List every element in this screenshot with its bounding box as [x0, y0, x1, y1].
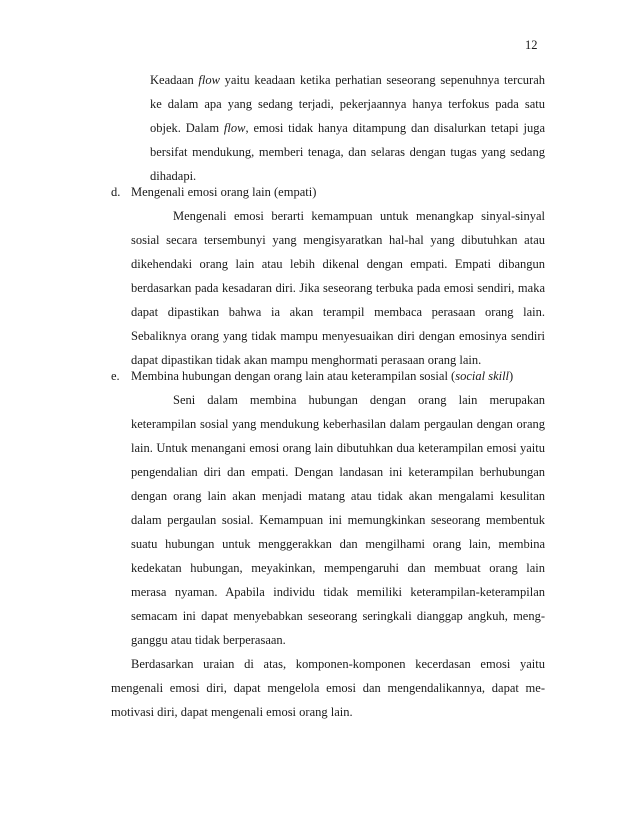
section-d-line: dapat dipastikan tidak akan mampu menghormati perasaan orang lain. — [131, 353, 482, 367]
section-d-line: sosial secara tersembunyi yang mengisyaratkan hal-hal yang dibutuhkan atau — [131, 233, 545, 247]
section-d-line: dapat dipastikan bahwa ia akan terampil membaca perasaan orang lain. — [131, 305, 545, 319]
section-e-line: keterampilan sosial yang mendukung keberhasilan dalam pergaulan dengan orang — [131, 417, 545, 431]
section-e-line: dalam pergaulan sosial. Kemampuan ini memungkinkan seseorang membentuk — [131, 513, 545, 527]
section-e-line: dengan orang lain akan menjadi matang atau tidak akan mengalami kesulitan — [131, 489, 545, 503]
section-e-line: merasa nyaman. Apabila individu tidak memiliki keterampilan-keterampilan — [131, 585, 545, 599]
section-d-marker: d. — [111, 185, 121, 199]
flow-term: flow — [198, 73, 220, 87]
flow-paragraph-line-3: objek. Dalam flow, emosi tidak hanya ditampung dan disalurkan tetapi juga — [150, 121, 545, 135]
section-e-line: kedekatan hubungan, meyakinkan, mempengaruhi dan membuat orang lain — [131, 561, 545, 575]
section-d-heading: Mengenali emosi orang lain (empati) — [131, 185, 317, 199]
section-e-line: pengendalian diri dan empati. Dengan landasan ini keterampilan berhubungan — [131, 465, 545, 479]
conclusion-line: Berdasarkan uraian di atas, komponen-komponen kecerdasan emosi yaitu — [131, 657, 545, 671]
page-number: 12 — [525, 38, 538, 52]
section-e-line: lain. Untuk menangani emosi orang lain dibutuhkan dua keterampilan emosi yaitu — [131, 441, 545, 455]
social-skill-term: social skill — [455, 369, 510, 383]
section-d-line: berdasarkan pada kesadaran diri. Jika seseorang terbuka pada emosi sendiri, maka — [131, 281, 545, 295]
section-d-line: Sebaliknya orang yang tidak mampu menyesuaikan diri dengan emosinya sendiri — [131, 329, 545, 343]
flow-term: flow — [223, 121, 246, 135]
section-e-heading: Membina hubungan dengan orang lain atau keterampilan sosial (social skill) — [131, 369, 514, 383]
section-d-line: dikehendaki orang lain atau lebih dikenal dengan empati. Empati dibangun — [131, 257, 545, 271]
flow-paragraph-line-4: bersifat mendukung, memberi tenaga, dan selaras dengan tugas yang sedang — [150, 145, 545, 159]
conclusion-line: mengenali emosi diri, dapat mengelola emosi dan mengendalikannya, dapat me- — [111, 681, 545, 695]
section-d-line: Mengenali emosi berarti kemampuan untuk menangkap sinyal-sinyal — [173, 209, 545, 223]
section-e-marker: e. — [111, 369, 120, 383]
flow-paragraph-line-5: dihadapi. — [150, 169, 197, 183]
conclusion-line: motivasi diri, dapat mengenali emosi orang lain. — [111, 705, 353, 719]
flow-paragraph-line-1: Keadaan flow yaitu keadaan ketika perhatian seseorang sepenuhnya tercurah — [150, 73, 545, 87]
flow-paragraph-line-2: ke dalam apa yang sedang terjadi, pekerjaannya hanya terfokus pada satu — [150, 97, 545, 111]
section-e-line: Seni dalam membina hubungan dengan orang lain merupakan — [173, 393, 545, 407]
section-e-line: suatu hubungan untuk menggerakkan dan mengilhami orang lain, membina — [131, 537, 545, 551]
section-e-line: ganggu atau tidak berperasaan. — [131, 633, 286, 647]
section-e-line: semacam ini dapat menyebabkan seseorang seringkali dianggap angkuh, meng- — [131, 609, 545, 623]
